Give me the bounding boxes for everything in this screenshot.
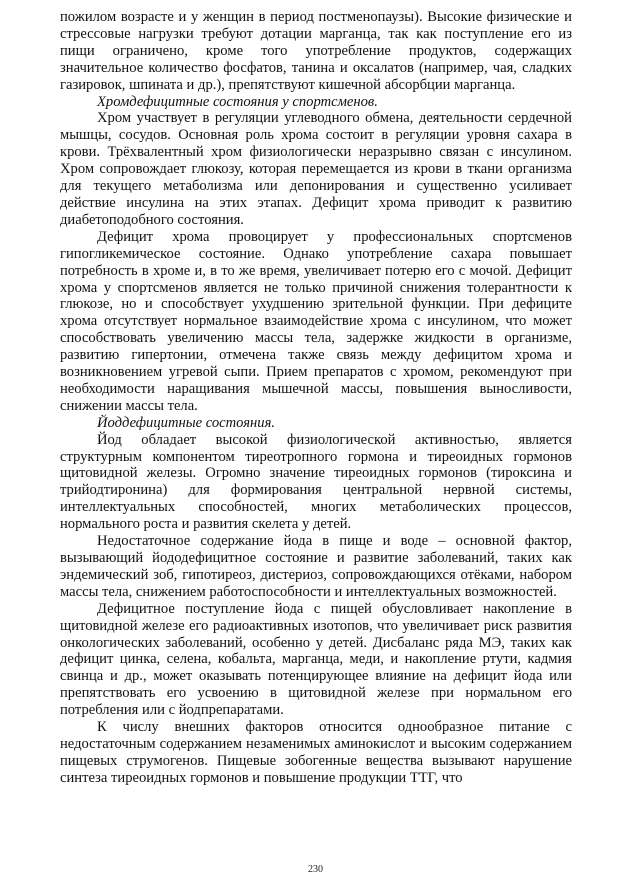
paragraph-iodine-role: Йод обладает высокой физиологической активностью, является структурным компонентом тиреотропного гормона и тиреоидных гормонов щитовидной железы. Огромно значение тиреоидных гормонов (тироксина и трийодтиронина) для формирования центральной нервной системы, интеллектуальных способностей, многих метаболических процессов, нормального роста и развития скелета у детей.	[60, 431, 572, 533]
paragraph-iodine-radioactive: Дефицитное поступление йода с пищей обусловливает накопление в щитовидной железе его радиоактивных изотопов, что увеличивает риск развития онкологических заболеваний, особенно у детей. Дисбаланс ряда МЭ, таких как дефицит цинка, селена, кобальта, марганца, меди, и накопление ртути, кадмия свинца и др., может оказывать потенцирующее влияние на дефицит йода или препятствовать его усвоению в щитовидной железе при нормальном его потребления или с йодпрепаратами.	[60, 600, 572, 719]
paragraph-iodine-insufficiency: Недостаточное содержание йода в пище и воде – основной фактор, вызывающий йододефицитное состояние и развитие заболеваний, таких как эндемический зоб, гипотиреоз, дистериоз, сопровождающихся отёками, набором массы тела, снижением работоспособности и интеллектуальных возможностей.	[60, 533, 572, 600]
paragraph-manganese-continuation: пожилом возрасте и у женщин в период постменопаузы). Высокие физические и стрессовые нагрузки требуют дотации марганца, так как поступление его из пищи ограничено, кроме того употребление продуктов, содержащих значительное количество фосфатов, танина и оксалатов (например, чая, сладких газировок, шпината и др.), препятствуют кишечной абсорбции марганца.	[60, 9, 572, 93]
page-number: 230	[308, 864, 323, 875]
paragraph-external-factors: К числу внешних факторов относится однообразное питание с недостаточным содержанием незаменимых аминокислот и высоким содержанием пищевых струмогенов. Пищевые зобогенные вещества вызывают нарушение синтеза тиреоидных гормонов и повышение продукции ТТГ, что	[60, 719, 572, 786]
section-heading-chromium: Хромдефицитные состояния у спортсменов.	[97, 93, 378, 110]
paragraph-chromium-role: Хром участвует в регуляции углеводного обмена, деятельности сердечной мышцы, сосудов. Основная роль хрома состоит в регуляции уровня сахара в крови. Трёхвалентный хром физиологически неразрывно связан с инсулином. Хром сопровождает глюкозу, которая перемещается из крови в ткани организма для текущего метаболизма или депонирования и существенно усиливает действие инсулина на этих этапах. Дефицит хрома приводит к развитию диабетоподобного состояния.	[60, 110, 572, 228]
paragraph-chromium-deficiency: Дефицит хрома провоцирует у профессиональных спортсменов гипогликемическое состояние. Однако употребление сахара повышает потребность в хроме и, в то же время, увеличивает потерю его с мочой. Дефицит хрома у спортсменов является не только причиной снижения толерантности к глюкозе, но и способствует ухудшению зрительной функции. При дефиците хрома отсутствует нормальное взаимодействие хрома с инсулином, что может способствовать увеличению массы тела, задержке жидкости в организме, развитию гипертонии, отмечена также связь между дефицитом хрома и возникновением угревой сыпи. Прием препаратов с хромом, рекомендуют при необходимости наращивания мышечной массы, повышения выносливости, снижении массы тела.	[60, 228, 572, 414]
section-heading-iodine: Йоддефицитные состояния.	[97, 414, 276, 431]
text-body	[60, 9, 572, 787]
